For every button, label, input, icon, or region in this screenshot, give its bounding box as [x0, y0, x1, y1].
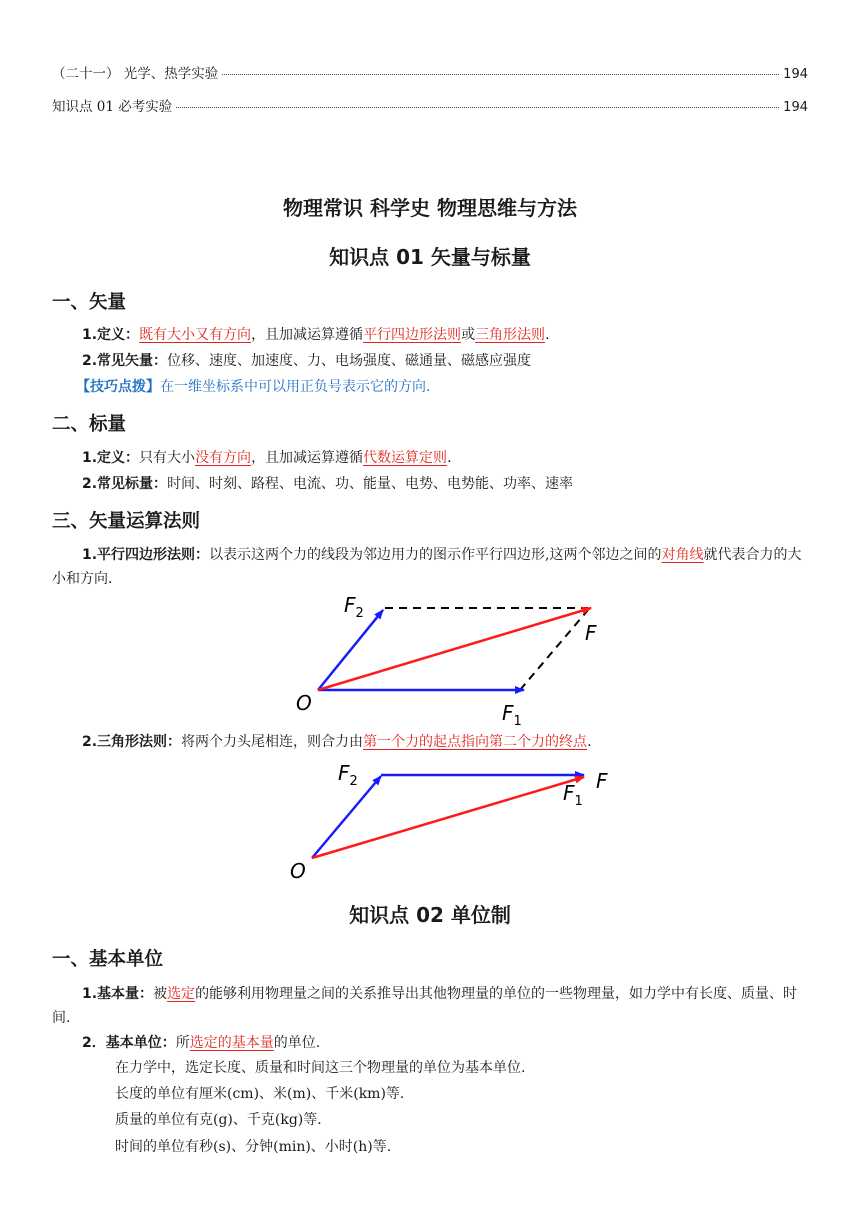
vector-common — [82, 349, 808, 373]
unit-line: 长度的单位有厘米(cm)、米(m)、千米(km)等. — [115, 1086, 405, 1102]
toc-leader — [176, 107, 779, 108]
tip-text: 在一维坐标系中可以用正负号表示它的方向. — [160, 379, 431, 395]
unit-line: 在力学中，选定长度、质量和时间这三个物理量的单位为基本单位. — [115, 1060, 526, 1076]
vector-heading: 一、矢量 — [52, 292, 127, 313]
text: . — [447, 450, 452, 466]
label: 1.平行四边形法则： — [82, 547, 210, 563]
label: 1.定义： — [82, 327, 140, 343]
highlight: 没有方向 — [195, 450, 252, 466]
resultant-label: F — [596, 769, 608, 793]
text: . — [587, 734, 592, 750]
f2-arrow — [318, 610, 383, 690]
text: 将两个力头尾相连，则合力由 — [181, 734, 364, 750]
text: ，且加减运算遵循 — [251, 450, 364, 466]
dashed-side — [520, 610, 588, 690]
unit-line: 时间的单位有秒(s)、分钟(min)、小时(h)等. — [115, 1139, 392, 1155]
highlight: 既有大小又有方向 — [139, 327, 252, 343]
resultant-arrow — [312, 777, 584, 858]
highlight: 第一个力的起点指向第二个力的终点 — [363, 734, 588, 750]
toc-leader — [222, 74, 779, 75]
toc-row[interactable] — [52, 95, 808, 115]
toc-row[interactable] — [52, 62, 808, 82]
f2-label: $F_2$ — [338, 761, 358, 789]
text: 的单位. — [273, 1035, 321, 1051]
toc-title: （二十一） 光学、热学实验 — [52, 66, 219, 82]
toc-title: 知识点 01 必考实验 — [52, 99, 173, 115]
highlight: 三角形法则 — [475, 327, 546, 343]
text: 时间、时刻、路程、电流、功、能量、电势、电势能、功率、速率 — [167, 476, 574, 492]
text: 或 — [461, 327, 476, 343]
label: 2.常见标量： — [82, 476, 168, 492]
text: 的能够利用物理量之间的关系推导出其他物理量的单位的一些物理量，如力学中有长度、质量、时间. — [52, 986, 798, 1026]
tip-label: 【技巧点拨】 — [76, 379, 160, 395]
vector-definition — [82, 323, 808, 347]
scalar-heading: 二、标量 — [52, 414, 127, 435]
text: 所 — [175, 1035, 190, 1051]
label: 1.定义： — [82, 450, 140, 466]
base-unit-heading: 一、基本单位 — [52, 949, 164, 970]
text: 以表示这两个力的线段为邻边用力的图示作平行四边形,这两个邻边之间的 — [209, 547, 662, 563]
text: 位移、速度、加速度、力、电场强度、磁通量、磁感应强度 — [167, 353, 532, 369]
text: . — [545, 327, 550, 343]
highlight: 平行四边形法则 — [363, 327, 462, 343]
highlight: 代数运算定则 — [363, 450, 448, 466]
toc-page: 194 — [783, 100, 808, 115]
label: 2.三角形法则： — [82, 734, 182, 750]
text: ，且加减运算遵循 — [251, 327, 364, 343]
text: 就代表合力的大小和方向. — [52, 547, 802, 587]
section-title: 知识点 02 单位制 — [349, 903, 511, 927]
f2-arrow — [312, 776, 381, 858]
highlight: 选定的基本量 — [189, 1035, 274, 1051]
origin-label: O — [296, 691, 312, 715]
label: 1.基本量： — [82, 986, 154, 1002]
unit-line: 质量的单位有克(g)、千克(kg)等. — [115, 1112, 322, 1128]
highlight: 选定 — [167, 986, 196, 1002]
main-title: 物理常识 科学史 物理思维与方法 — [283, 196, 577, 220]
text: 只有大小 — [139, 450, 196, 466]
resultant-label: F — [585, 621, 597, 645]
f1-label: $F_1$ — [502, 701, 522, 729]
label: 2.常见矢量： — [82, 353, 168, 369]
f2-label: $F_2$ — [344, 593, 364, 621]
scalar-definition — [82, 446, 808, 470]
parallelogram-figure — [280, 590, 620, 730]
parallelogram-rule — [52, 543, 808, 591]
f1-label: $F_1$ — [563, 781, 583, 809]
highlight: 对角线 — [661, 547, 704, 563]
origin-label: O — [290, 859, 306, 883]
base-unit — [82, 1031, 808, 1055]
base-quantity — [52, 982, 808, 1030]
label: 2．基本单位： — [82, 1035, 176, 1051]
rules-heading: 三、矢量运算法则 — [52, 511, 201, 532]
toc-page: 194 — [783, 67, 808, 82]
scalar-common — [82, 472, 808, 496]
tip — [76, 375, 808, 399]
section-title: 知识点 01 矢量与标量 — [329, 245, 531, 269]
triangle-figure — [280, 758, 620, 888]
text: 被 — [153, 986, 168, 1002]
triangle-rule — [82, 730, 808, 754]
